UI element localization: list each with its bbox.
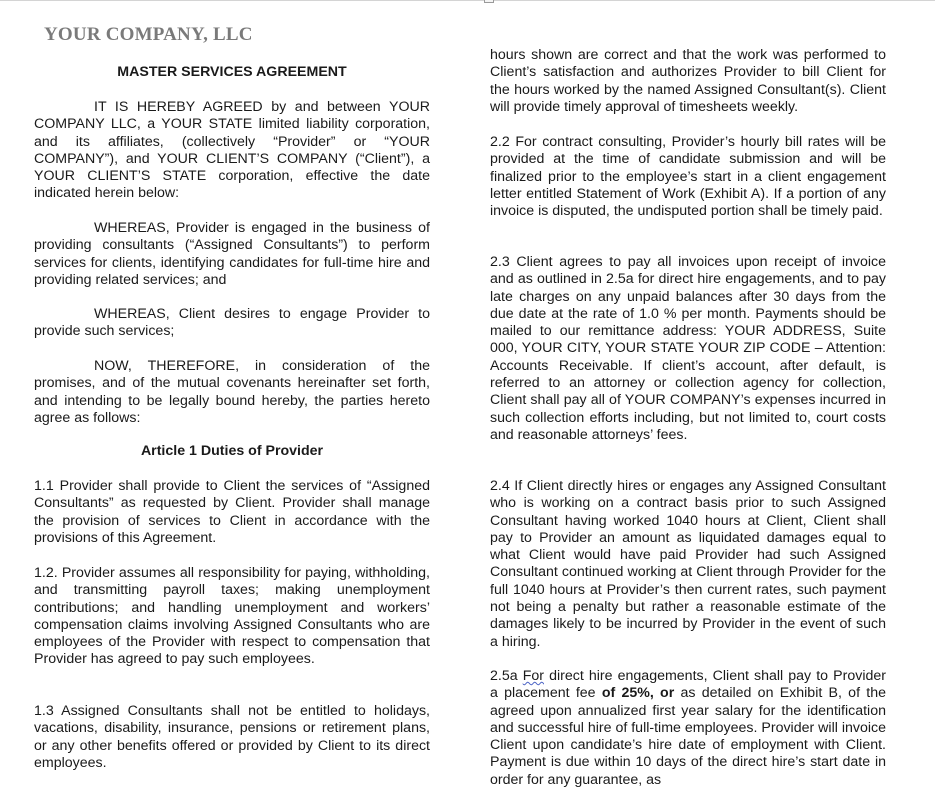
clause-1-1[interactable]: 1.1 Provider shall provide to Client the services of “Assigned Consultants” as requested by Client. Provider shall manage the provision of services to Client in accordance with the provisions of this Agreement. (34, 478, 430, 546)
clause-2-5a-lead: 2.5a (490, 668, 523, 684)
clause-2-2[interactable]: 2.2 For contract consulting, Provider’s hourly bill rates will be provided at the time of candidate submission and will be finalized prior to the employee’s start in a client engagement letter entitled Statement of Work (Exhibit A). If a portion of any invoice is disputed, the undisputed portion shall be timely paid. (490, 134, 886, 220)
clause-2-3[interactable]: 2.3 Client agrees to pay all invoices upon receipt of invoice and as outlined in 2.5a for direct hire engagements, and to pay late charges on any unpaid balances after 30 days from the due date at the rate of 1.0 % per month. Payments should be mailed to our remittance address: YOUR ADDRESS, Suite 000, YOUR CITY, YOUR STATE YOUR ZIP CODE – Attention: Accounts Receivable. If client’s account, after default, is referred to an attorney or collection agency for collection, Client shall pay all of YOUR COMPANY’s expenses incurred in such collection efforts including, but not limited to, court costs and reasonable attorneys’ fees. (490, 254, 886, 443)
company-header: YOUR COMPANY, LLC (44, 24, 253, 45)
continued-paragraph[interactable]: hours shown are correct and that the work was performed to Client’s satisfaction and authorizes Provider to bill Client for the hours worked by the named Assigned Consultant(s). Client will provide timely approval of timesheets weekly. (490, 47, 886, 115)
spellcheck-flagged-word[interactable]: For (522, 668, 544, 684)
clause-2-5a[interactable] (490, 668, 886, 788)
whereas-paragraph-2[interactable]: WHEREAS, Client desires to engage Provider to provide such services; (34, 306, 430, 340)
placement-fee-bold: of 25%, or (601, 685, 675, 702)
clause-1-3[interactable]: 1.3 Assigned Consultants shall not be entitled to holidays, vacations, disability, insurance, pensions or retirement plans, or any other benefits offered or provided by Client to its direct employees. (34, 703, 430, 771)
intro-paragraph[interactable]: IT IS HEREBY AGREED by and between YOUR COMPANY LLC, a YOUR STATE limited liability corporation, and its affiliates, (collectively “Provider” or “YOUR COMPANY”), and YOUR CLIENT’S COMPANY (“Client”), a YOUR CLIENT’S STATE corporation, effective the date indicated herein below: (34, 99, 430, 202)
article-1-heading: Article 1 Duties of Provider (140, 443, 324, 459)
ruler-indent-marker-icon[interactable] (484, 0, 494, 3)
clause-2-5a-text-1: direct hire engagements, Client shall pay to Provider a placement fee (490, 668, 886, 702)
whereas-paragraph-1[interactable]: WHEREAS, Provider is engaged in the business of providing consultants (“Assigned Consultants”) to perform services for clients, identifying candidates for full-time hire and providing related services; and (34, 220, 430, 288)
clause-2-4[interactable]: 2.4 If Client directly hires or engages any Assigned Consultant who is working on a contract basis prior to such Assigned Consultant having worked 1040 hours at Client, Client shall pay to Provider an amount as liquidated damages equal to what Client would have paid Provider had such Assigned Consultant continued working at Client through Provider for the full 1040 hours at Provider’s then current rates, such payment not being a penalty but rather a reasonable estimate of the damages likely to be incurred by Provider in the event of such a hiring. (490, 478, 886, 650)
clause-1-2[interactable]: 1.2. Provider assumes all responsibility for paying, withholding, and transmitting payroll taxes; making unemployment contributions; and handling unemployment and workers’ compensation claims involving Assigned Consultants who are employees of the Provider with respect to compensation that Provider has agreed to pay such employees. (34, 565, 430, 668)
clause-2-5a-text-2: as detailed on Exhibit B, of the agreed upon annualized first year salary for the identification and successful hire of full-time employees. Provider will invoice Client upon candidate’s hire date of employment with Client. Payment is due within 10 days of the direct hire’s start date in order for any guarantee, as (490, 685, 886, 788)
now-therefore-paragraph[interactable]: NOW, THEREFORE, in consideration of the promises, and of the mutual covenants hereinafter set forth, and intending to be legally bound hereby, the parties hereto agree as follows: (34, 358, 430, 426)
document-title: MASTER SERVICES AGREEMENT (117, 64, 347, 80)
page-top-border (0, 0, 935, 1)
